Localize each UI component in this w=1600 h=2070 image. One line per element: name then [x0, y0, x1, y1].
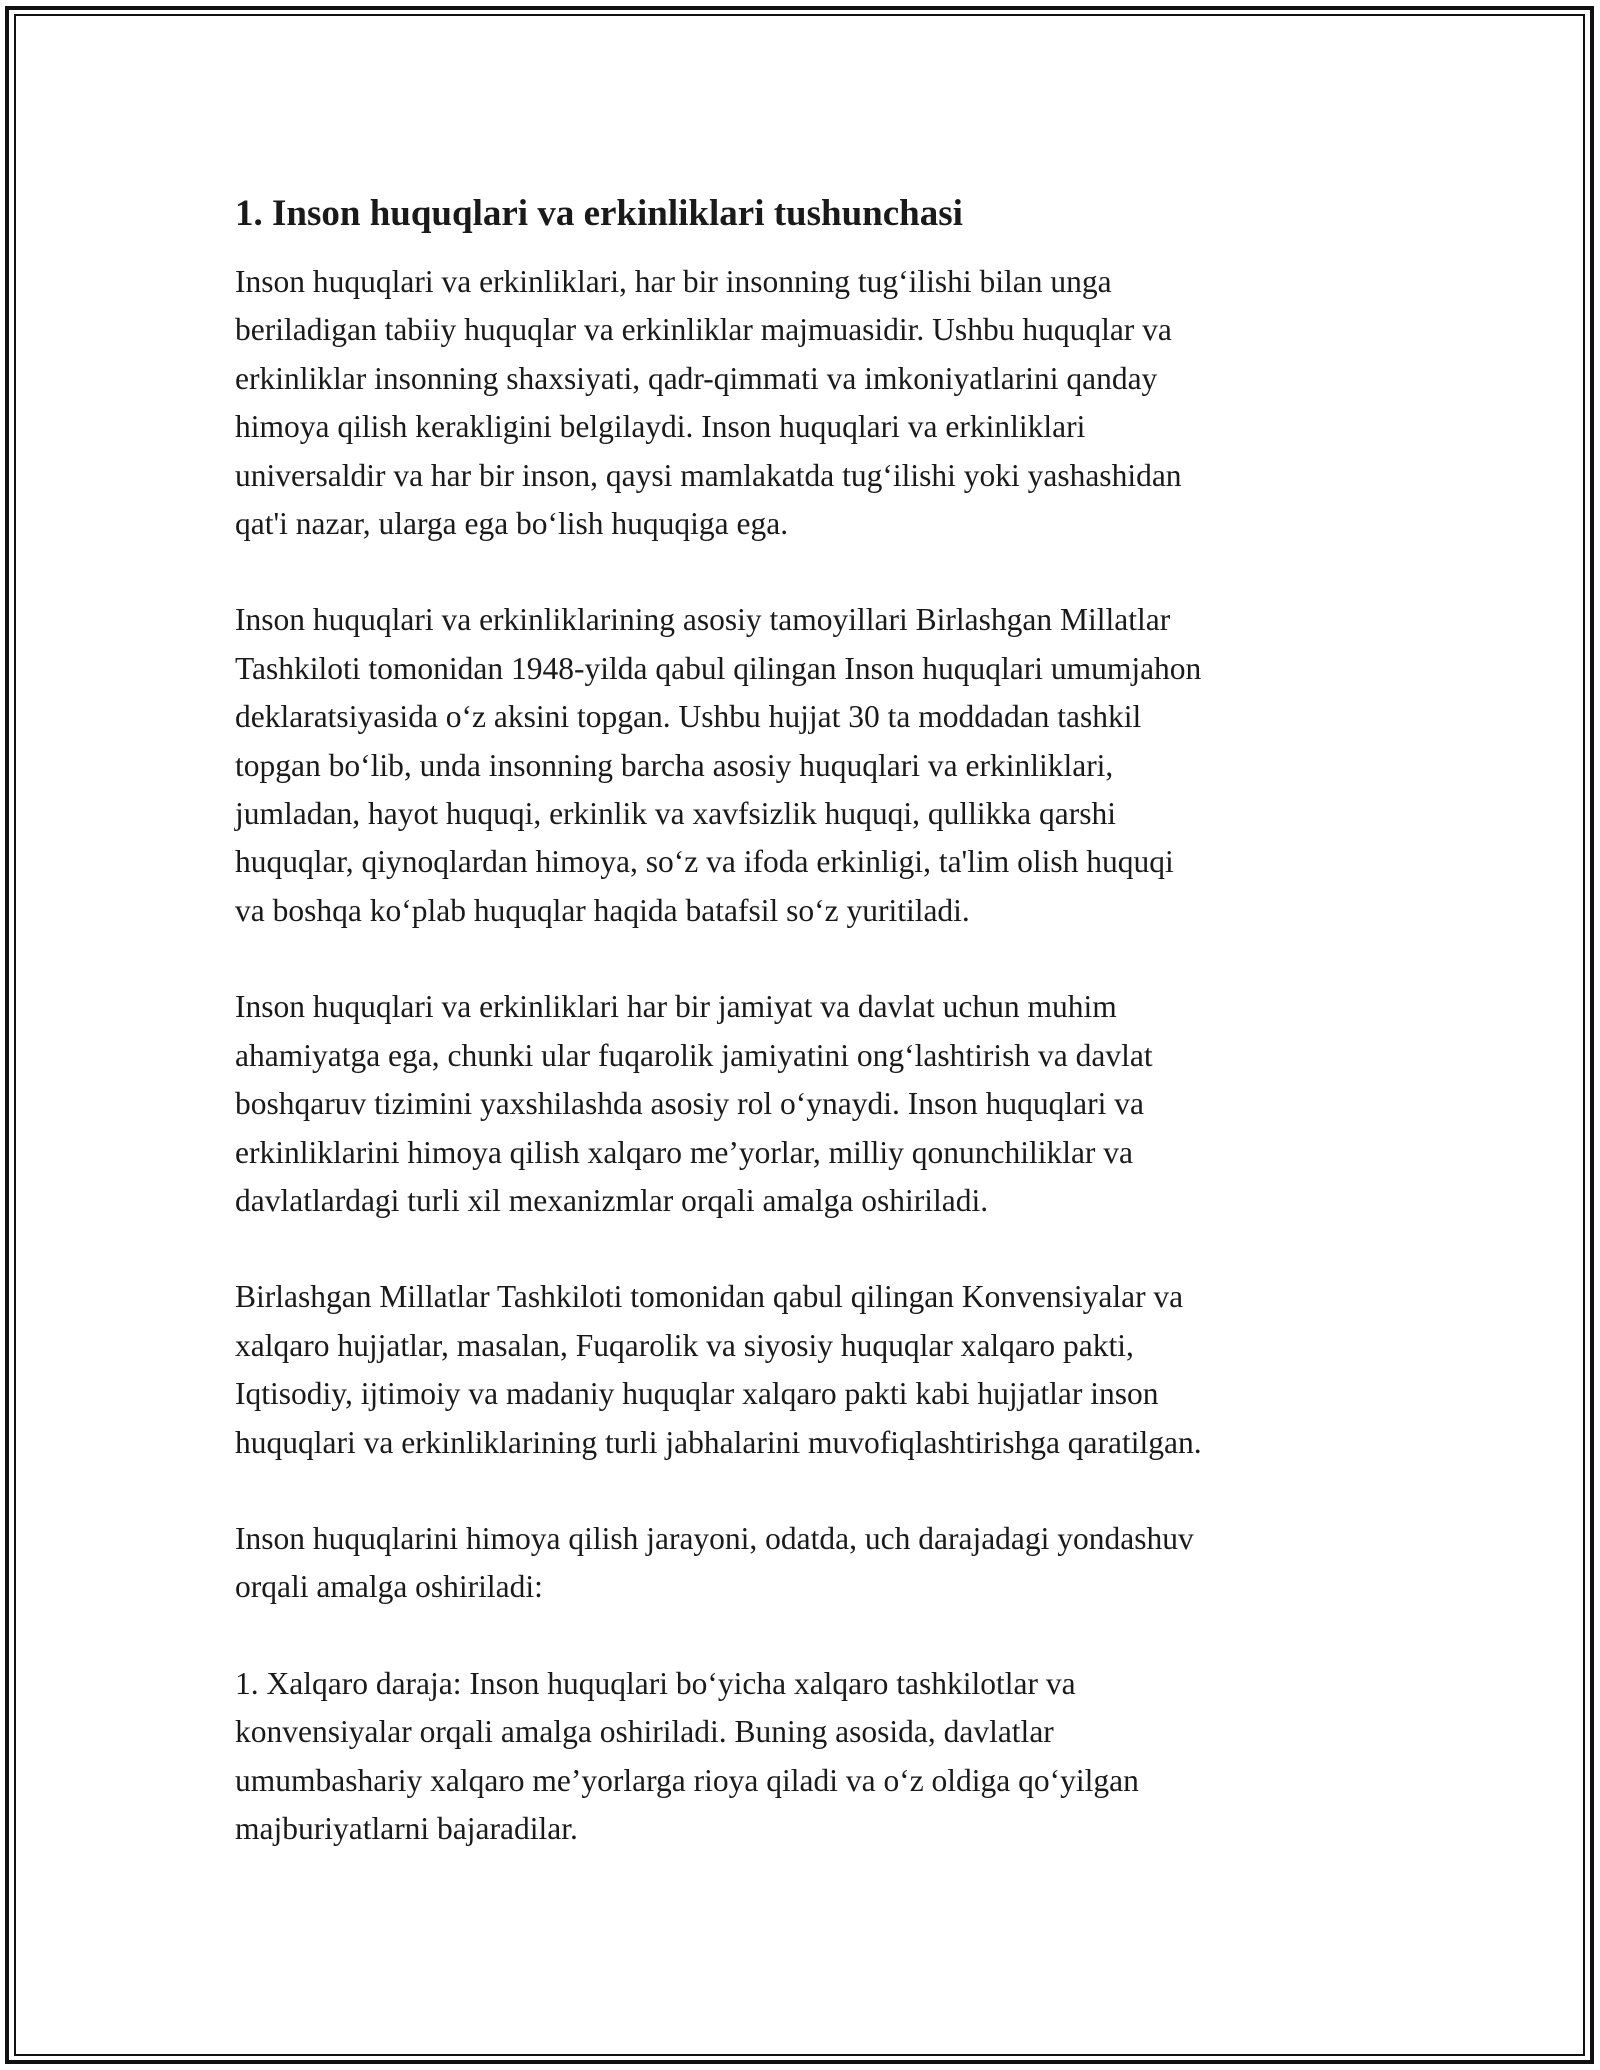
section-heading: 1. Inson huquqlari va erkinliklari tushunchasi	[235, 193, 963, 234]
document-body	[235, 188, 1380, 1901]
paragraph-definition: Inson huquqlari va erkinliklari, har bir insonning tug‘ilishi bilan unga beriladigan tabiiy huquqlar va erkinliklar majmuasidir. Ushbu huquqlar va erkinliklar insonning shaxsiyati, qadr-qimmati va imkoniyatlarini qanday himoya qilish kerakligini belgilaydi. Inson huquqlari va erkinliklari universaldir va har bir inson, qaysi mamlakatda tug‘ilishi yoki yashashidan qat'i nazar, ularga ega bo‘lish huquqiga ega.	[235, 264, 1182, 542]
paragraph-importance: Inson huquqlari va erkinliklari har bir jamiyat va davlat uchun muhim ahamiyatga ega, chunki ular fuqarolik jamiyatini ong‘lashtirish va davlat boshqaruv tizimini yaxshilashda asosiy rol o‘ynaydi. Inson huquqlari va erkinliklarini himoya qilish xalqaro me’yorlar, milliy qonunchiliklar va davlatlardagi turli xil mexanizmlar orqali amalga oshiriladi.	[235, 989, 1153, 1218]
paragraph-protection-levels: Inson huquqlarini himoya qilish jarayoni, odatda, uch darajadagi yondashuv orqali amalga oshiriladi:	[235, 1520, 1194, 1605]
paragraph-conventions: Birlashgan Millatlar Tashkiloti tomonidan qabul qilingan Konvensiyalar va xalqaro hujjatlar, masalan, Fuqarolik va siyosiy huquqlar xalqaro pakti, Iqtisodiy, ijtimoiy va madaniy huquqlar xalqaro pakti kabi hujjatlar inson huquqlari va erkinliklarining turli jabhalarini muvofiqlashtirishga qaratilgan.	[235, 1279, 1202, 1460]
list-item-international-level: 1. Xalqaro daraja: Inson huquqlari bo‘yicha xalqaro tashkilotlar va konvensiyalar orqali amalga oshiriladi. Buning asosida, davlatlar umumbashariy xalqaro me’yorlarga rioya qiladi va o‘z oldiga qo‘yilgan majburiyatlarni bajaradilar.	[235, 1665, 1139, 1846]
paragraph-declaration: Inson huquqlari va erkinliklarining asosiy tamoyillari Birlashgan Millatlar Tashkiloti tomonidan 1948-yilda qabul qilingan Inson huquqlari umumjahon deklaratsiyasida o‘z aksini topgan. Ushbu hujjat 30 ta moddadan tashkil topgan bo‘lib, unda insonning barcha asosiy huquqlari va erkinliklari, jumladan, hayot huquqi, erkinlik va xavfsizlik huquqi, qullikka qarshi huquqlar, qiynoqlardan himoya, so‘z va ifoda erkinligi, ta'lim olish huquqi va boshqa ko‘plab huquqlar haqida batafsil so‘z yuritiladi.	[235, 602, 1202, 928]
